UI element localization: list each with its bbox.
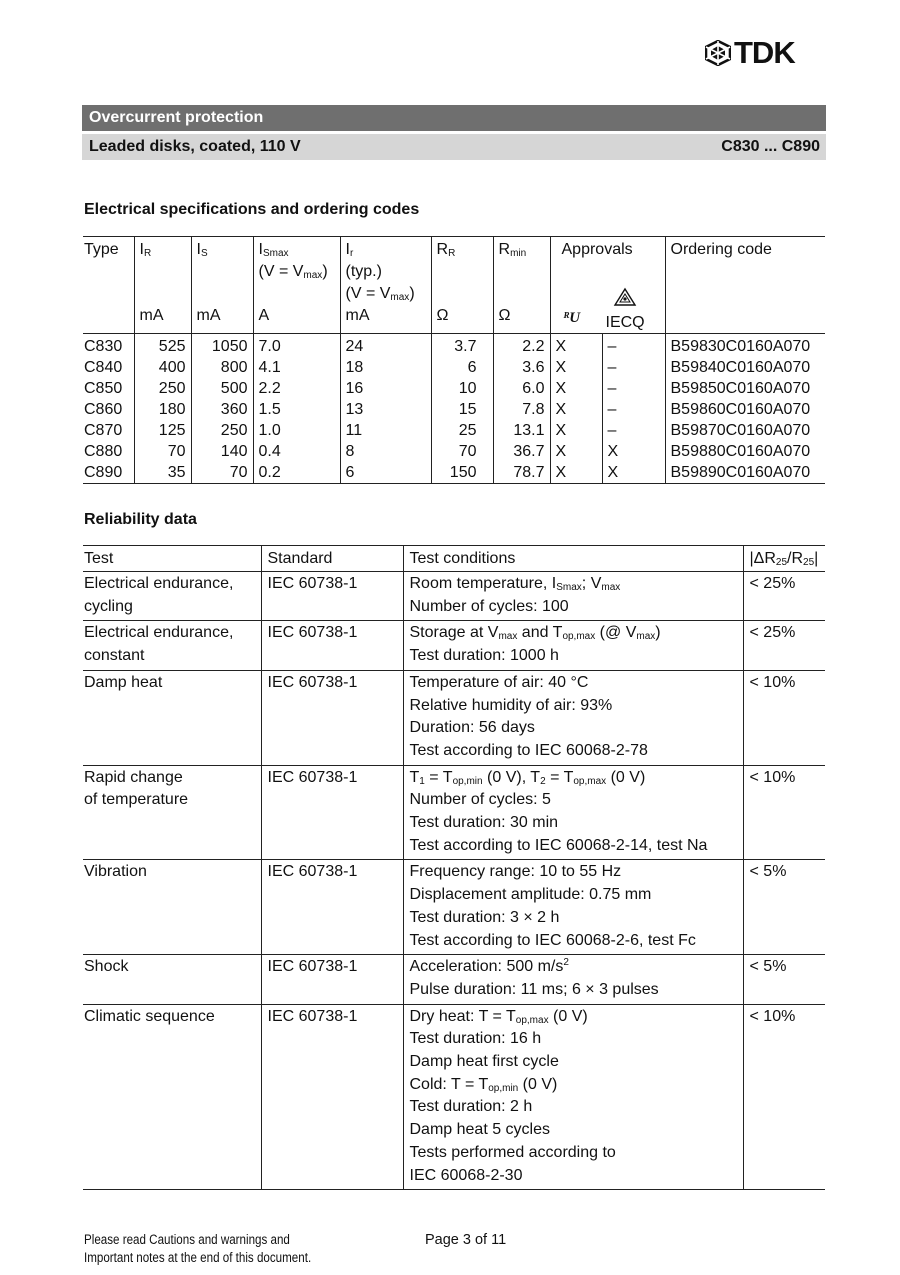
cell-test — [83, 572, 261, 621]
footer-note — [84, 1231, 311, 1267]
cell-code: B59830C0160A070 — [665, 334, 825, 358]
condition-text: (0 V) — [548, 1007, 588, 1025]
cell-iecq: X — [602, 462, 665, 484]
col-standard: Standard — [261, 546, 403, 572]
cell-code: B59840C0160A070 — [665, 357, 825, 378]
col-irtyp-label: I — [345, 241, 350, 258]
col-approvals-label: Approvals — [561, 241, 633, 258]
product-title: Leaded disks, coated, 110 V — [89, 138, 301, 155]
test-name-line: Electrical endurance, — [84, 624, 234, 642]
category-title: Overcurrent protection — [89, 109, 264, 126]
cell-standard: IEC 60738-1 — [261, 955, 403, 1004]
test-name-line: cycling — [84, 597, 133, 615]
condition-text: Test according to IEC 60068-2-6, test Fc — [409, 931, 696, 949]
condition-text: (0 V) — [606, 768, 646, 786]
cell-conditions — [403, 765, 743, 860]
cell-ir: 70 — [134, 441, 191, 462]
condition-text: Test duration: 2 h — [409, 1098, 533, 1116]
condition-text: Test duration: 3 × 2 h — [409, 908, 560, 926]
cell-rmin: 13.1 — [493, 420, 550, 441]
condition-line — [410, 740, 737, 763]
table-row — [83, 765, 825, 860]
col-ir-label: I — [139, 241, 144, 258]
table-row — [83, 357, 825, 378]
cell-conditions — [403, 670, 743, 765]
condition-line — [410, 835, 737, 858]
condition-index: 1 — [419, 775, 425, 787]
cell-rmin: 2.2 — [493, 334, 550, 358]
col-delta-c: | — [814, 550, 819, 567]
cell-limit: < 25% — [743, 572, 825, 621]
cell-ul: X — [550, 357, 602, 378]
cell-ir: 250 — [134, 378, 191, 399]
reliability-header-row — [83, 546, 825, 572]
col-delta-b: /R — [787, 550, 804, 567]
condition-line — [410, 767, 737, 790]
cell-test — [83, 860, 261, 955]
condition-text: (0 V) — [518, 1075, 558, 1093]
cell-ir: 400 — [134, 357, 191, 378]
table-row — [83, 621, 825, 670]
reliability-section-title: Reliability data — [84, 511, 197, 528]
table-row — [83, 860, 825, 955]
cell-rmin: 78.7 — [493, 462, 550, 484]
condition-line — [410, 1028, 737, 1051]
cell-ismax: 1.0 — [253, 420, 340, 441]
col-rr-label: R — [436, 241, 449, 258]
cell-standard: IEC 60738-1 — [261, 1004, 403, 1190]
condition-index: Smax — [556, 582, 582, 593]
table-row — [83, 334, 825, 358]
condition-index: op,max — [562, 631, 596, 643]
cell-iecq: X — [602, 441, 665, 462]
cell-rr: 15 — [431, 399, 493, 420]
condition-line — [410, 979, 737, 1002]
condition-line — [410, 717, 737, 740]
cell-ir: 125 — [134, 420, 191, 441]
condition-index: op,max — [573, 775, 607, 787]
condition-line — [410, 907, 737, 930]
cell-rmin: 36.7 — [493, 441, 550, 462]
col-rmin — [493, 237, 550, 334]
cell-conditions — [403, 1004, 743, 1190]
condition-index: op,min — [488, 1082, 519, 1094]
condition-index: op,min — [452, 775, 483, 787]
cell-is: 800 — [191, 357, 253, 378]
cell-irt: 11 — [340, 420, 431, 441]
ul-recognized-icon — [562, 309, 588, 325]
condition-line — [410, 930, 737, 953]
col-ir-typ — [340, 237, 431, 334]
col-conditions: Test conditions — [403, 546, 743, 572]
cell-test — [83, 955, 261, 1004]
page-number: Page 3 of 11 — [425, 1232, 507, 1248]
cell-code: B59880C0160A070 — [665, 441, 825, 462]
condition-index: op,max — [515, 1014, 549, 1026]
cell-standard: IEC 60738-1 — [261, 670, 403, 765]
condition-text: Tests performed according to — [409, 1143, 616, 1161]
cell-irt: 6 — [340, 462, 431, 484]
cell-irt: 16 — [340, 378, 431, 399]
cell-test — [83, 1004, 261, 1190]
cell-iecq: – — [602, 378, 665, 399]
table-row — [83, 462, 825, 484]
condition-text: Test duration: 16 h — [409, 1030, 542, 1048]
svg-text:ᴿU: ᴿU — [562, 310, 580, 325]
cell-rr: 3.7 — [431, 334, 493, 358]
cell-is: 1050 — [191, 334, 253, 358]
col-is-sub: S — [200, 248, 208, 259]
cell-irt: 13 — [340, 399, 431, 420]
cell-standard: IEC 60738-1 — [261, 860, 403, 955]
condition-index: max — [601, 582, 621, 593]
col-rmin-unit: Ω — [498, 307, 511, 324]
condition-line — [410, 596, 737, 619]
cell-irt: 8 — [340, 441, 431, 462]
cell-conditions — [403, 955, 743, 1004]
condition-line — [410, 622, 737, 645]
condition-line — [410, 1119, 737, 1142]
cell-is: 250 — [191, 420, 253, 441]
cell-limit: < 5% — [743, 860, 825, 955]
cell-ir: 35 — [134, 462, 191, 484]
condition-text: Number of cycles: 5 — [409, 791, 551, 809]
cell-ismax: 1.5 — [253, 399, 340, 420]
logo-text: TDK — [734, 35, 795, 70]
condition-line — [410, 861, 737, 884]
table-row — [83, 572, 825, 621]
cell-ul: X — [550, 441, 602, 462]
condition-text: Pulse duration: 11 ms; 6 × 3 pulses — [409, 980, 659, 998]
condition-text: Dry heat: T = T — [409, 1007, 516, 1025]
electrical-header-row — [83, 237, 825, 334]
condition-text: Acceleration: 500 m/s — [409, 958, 564, 976]
cell-type: C880 — [84, 443, 123, 460]
condition-text: = T — [424, 768, 453, 786]
cell-test — [83, 670, 261, 765]
table-row — [83, 441, 825, 462]
cell-test — [83, 765, 261, 860]
test-name-line: constant — [84, 647, 145, 665]
condition-text: Number of cycles: 100 — [409, 597, 569, 615]
col-ismax-cond-end: ) — [322, 263, 328, 280]
cell-ismax: 0.4 — [253, 441, 340, 462]
col-irtyp-cond-end: ) — [409, 285, 415, 302]
condition-line — [410, 573, 737, 596]
cell-test — [83, 621, 261, 670]
cell-limit: < 25% — [743, 621, 825, 670]
cell-irt: 18 — [340, 357, 431, 378]
product-range: C830 ... C890 — [721, 138, 820, 155]
cell-iecq: – — [602, 399, 665, 420]
cell-is: 500 — [191, 378, 253, 399]
cell-limit: < 10% — [743, 765, 825, 860]
col-ismax-cond-sub: max — [303, 270, 323, 281]
test-name-line: Electrical endurance, — [84, 575, 234, 592]
condition-line — [410, 884, 737, 907]
col-ismax-sub: Smax — [262, 248, 289, 259]
col-ir — [134, 237, 191, 334]
condition-text: ; V — [581, 575, 602, 592]
condition-line — [410, 956, 737, 979]
col-ismax-cond: (V = V — [258, 263, 304, 280]
cell-type: C850 — [84, 380, 123, 397]
cell-rr: 10 — [431, 378, 493, 399]
cell-rr: 25 — [431, 420, 493, 441]
tdk-logo — [705, 35, 827, 70]
condition-text: Duration: 56 days — [409, 719, 535, 737]
col-type — [83, 237, 134, 334]
col-iecq-label: IECQ — [605, 314, 645, 331]
table-row — [83, 378, 825, 399]
cell-code: B59850C0160A070 — [665, 378, 825, 399]
cell-rr: 6 — [431, 357, 493, 378]
col-delta-sub1: 25 — [775, 557, 788, 568]
condition-text: (@ V — [595, 624, 637, 642]
cell-standard: IEC 60738-1 — [261, 621, 403, 670]
condition-line — [410, 1074, 737, 1097]
col-irtyp-typ: (typ.) — [345, 263, 382, 280]
condition-text: Relative humidity of air: 93% — [409, 696, 613, 714]
cell-ul: X — [550, 399, 602, 420]
cell-rr: 70 — [431, 441, 493, 462]
cell-ismax: 0.2 — [253, 462, 340, 484]
condition-text: Damp heat first cycle — [409, 1053, 559, 1071]
test-name-line: Vibration — [84, 863, 147, 881]
condition-text: Displacement amplitude: 0.75 mm — [409, 886, 652, 904]
iecq-mark-icon — [613, 287, 637, 307]
condition-line — [410, 1142, 737, 1165]
cell-type: C860 — [84, 401, 123, 418]
electrical-spec-table — [83, 236, 825, 484]
electrical-section-title: Electrical specifications and ordering codes — [84, 201, 420, 218]
col-approvals — [550, 237, 665, 334]
cell-type: C830 — [84, 338, 123, 355]
cell-limit: < 10% — [743, 670, 825, 765]
col-irtyp-cond-sub: max — [390, 292, 410, 303]
cell-irt: 24 — [340, 334, 431, 358]
col-is — [191, 237, 253, 334]
table-row — [83, 399, 825, 420]
col-rr-unit: Ω — [436, 307, 449, 324]
cell-type: C840 — [84, 359, 123, 376]
condition-index: max — [636, 631, 656, 643]
cell-conditions — [403, 860, 743, 955]
footer-note-line2: Important notes at the end of this document. — [84, 1250, 312, 1265]
condition-line — [410, 1051, 737, 1074]
col-is-unit: mA — [196, 307, 221, 324]
col-ismax — [253, 237, 340, 334]
col-ismax-label: I — [258, 241, 263, 258]
cell-ul: X — [550, 378, 602, 399]
condition-text: Room temperature, I — [409, 575, 557, 592]
reliability-table — [83, 545, 825, 1190]
cell-ul: X — [550, 334, 602, 358]
condition-text: Test duration: 1000 h — [409, 647, 559, 665]
condition-text: ) — [655, 624, 661, 642]
col-delta-r — [743, 546, 825, 572]
cell-ismax: 7.0 — [253, 334, 340, 358]
col-ir-unit: mA — [139, 307, 164, 324]
condition-line — [410, 1006, 737, 1029]
condition-line — [410, 672, 737, 695]
condition-text: and T — [517, 624, 563, 642]
table-row — [83, 670, 825, 765]
cell-is: 360 — [191, 399, 253, 420]
cell-type: C890 — [84, 464, 123, 481]
col-rr-sub: R — [448, 248, 456, 259]
col-rmin-sub: min — [510, 248, 527, 259]
col-irtyp-unit: mA — [345, 307, 370, 324]
cell-rr: 150 — [431, 462, 493, 484]
condition-text: IEC 60068-2-30 — [409, 1166, 523, 1184]
cell-limit: < 5% — [743, 955, 825, 1004]
test-name-line: Rapid change — [84, 768, 183, 786]
cell-ul: X — [550, 462, 602, 484]
footer-note-line1: Please read Cautions and warnings and — [84, 1232, 290, 1247]
cell-rmin: 3.6 — [493, 357, 550, 378]
col-delta-a: |ΔR — [749, 550, 776, 567]
condition-text: T — [409, 768, 420, 786]
cell-code: B59890C0160A070 — [665, 462, 825, 484]
condition-text: Test duration: 30 min — [409, 814, 559, 832]
cell-iecq: – — [602, 357, 665, 378]
condition-text: Test according to IEC 60068-2-78 — [409, 741, 648, 759]
condition-text: (0 V), T — [482, 768, 541, 786]
col-ismax-unit: A — [258, 307, 270, 324]
cell-conditions — [403, 572, 743, 621]
col-irtyp-cond: (V = V — [345, 285, 391, 302]
cell-ir: 180 — [134, 399, 191, 420]
cell-limit: < 10% — [743, 1004, 825, 1190]
cell-ul: X — [550, 420, 602, 441]
condition-text: Cold: T = T — [409, 1075, 489, 1093]
condition-line — [410, 1096, 737, 1119]
cell-rmin: 6.0 — [493, 378, 550, 399]
cell-is: 140 — [191, 441, 253, 462]
cell-code: B59860C0160A070 — [665, 399, 825, 420]
tdk-emblem-icon — [705, 40, 731, 66]
col-type-label: Type — [84, 241, 119, 258]
cell-ismax: 2.2 — [253, 378, 340, 399]
test-name-line: Damp heat — [84, 673, 163, 691]
condition-index: 2 — [563, 957, 569, 969]
col-ordering-code-label: Ordering code — [670, 241, 772, 258]
condition-index: 2 — [540, 775, 546, 787]
cell-standard: IEC 60738-1 — [261, 765, 403, 860]
cell-conditions — [403, 621, 743, 670]
table-row — [83, 955, 825, 1004]
cell-code: B59870C0160A070 — [665, 420, 825, 441]
col-rmin-label: R — [498, 241, 511, 258]
cell-is: 70 — [191, 462, 253, 484]
test-name-line: Shock — [84, 958, 129, 976]
col-rr — [431, 237, 493, 334]
test-name-line: of temperature — [84, 791, 189, 809]
condition-line — [410, 1165, 737, 1188]
condition-text: = T — [545, 768, 574, 786]
condition-line — [410, 695, 737, 718]
condition-text: Test according to IEC 60068-2-14, test Na — [409, 836, 708, 854]
category-bar — [82, 105, 826, 131]
condition-line — [410, 645, 737, 668]
col-ordering-code — [665, 237, 825, 334]
cell-iecq: – — [602, 334, 665, 358]
condition-line — [410, 789, 737, 812]
condition-text: Damp heat 5 cycles — [409, 1121, 551, 1139]
condition-text: Storage at V — [409, 624, 499, 642]
cell-ismax: 4.1 — [253, 357, 340, 378]
product-bar — [82, 134, 826, 160]
cell-ir: 525 — [134, 334, 191, 358]
condition-index: max — [498, 631, 518, 643]
condition-text: Temperature of air: 40 °C — [409, 673, 589, 691]
condition-text: Frequency range: 10 to 55 Hz — [409, 863, 622, 881]
test-name-line: Climatic sequence — [84, 1007, 215, 1025]
col-ir-sub: R — [143, 248, 152, 259]
col-is-label: I — [196, 241, 201, 258]
table-row — [83, 420, 825, 441]
cell-rmin: 7.8 — [493, 399, 550, 420]
table-row — [83, 1004, 825, 1190]
condition-line — [410, 812, 737, 835]
col-irtyp-sub: r — [349, 248, 354, 259]
cell-standard: IEC 60738-1 — [261, 572, 403, 621]
cell-type: C870 — [84, 422, 123, 439]
col-delta-sub2: 25 — [803, 557, 815, 568]
cell-iecq: – — [602, 420, 665, 441]
col-test: Test — [83, 546, 261, 572]
